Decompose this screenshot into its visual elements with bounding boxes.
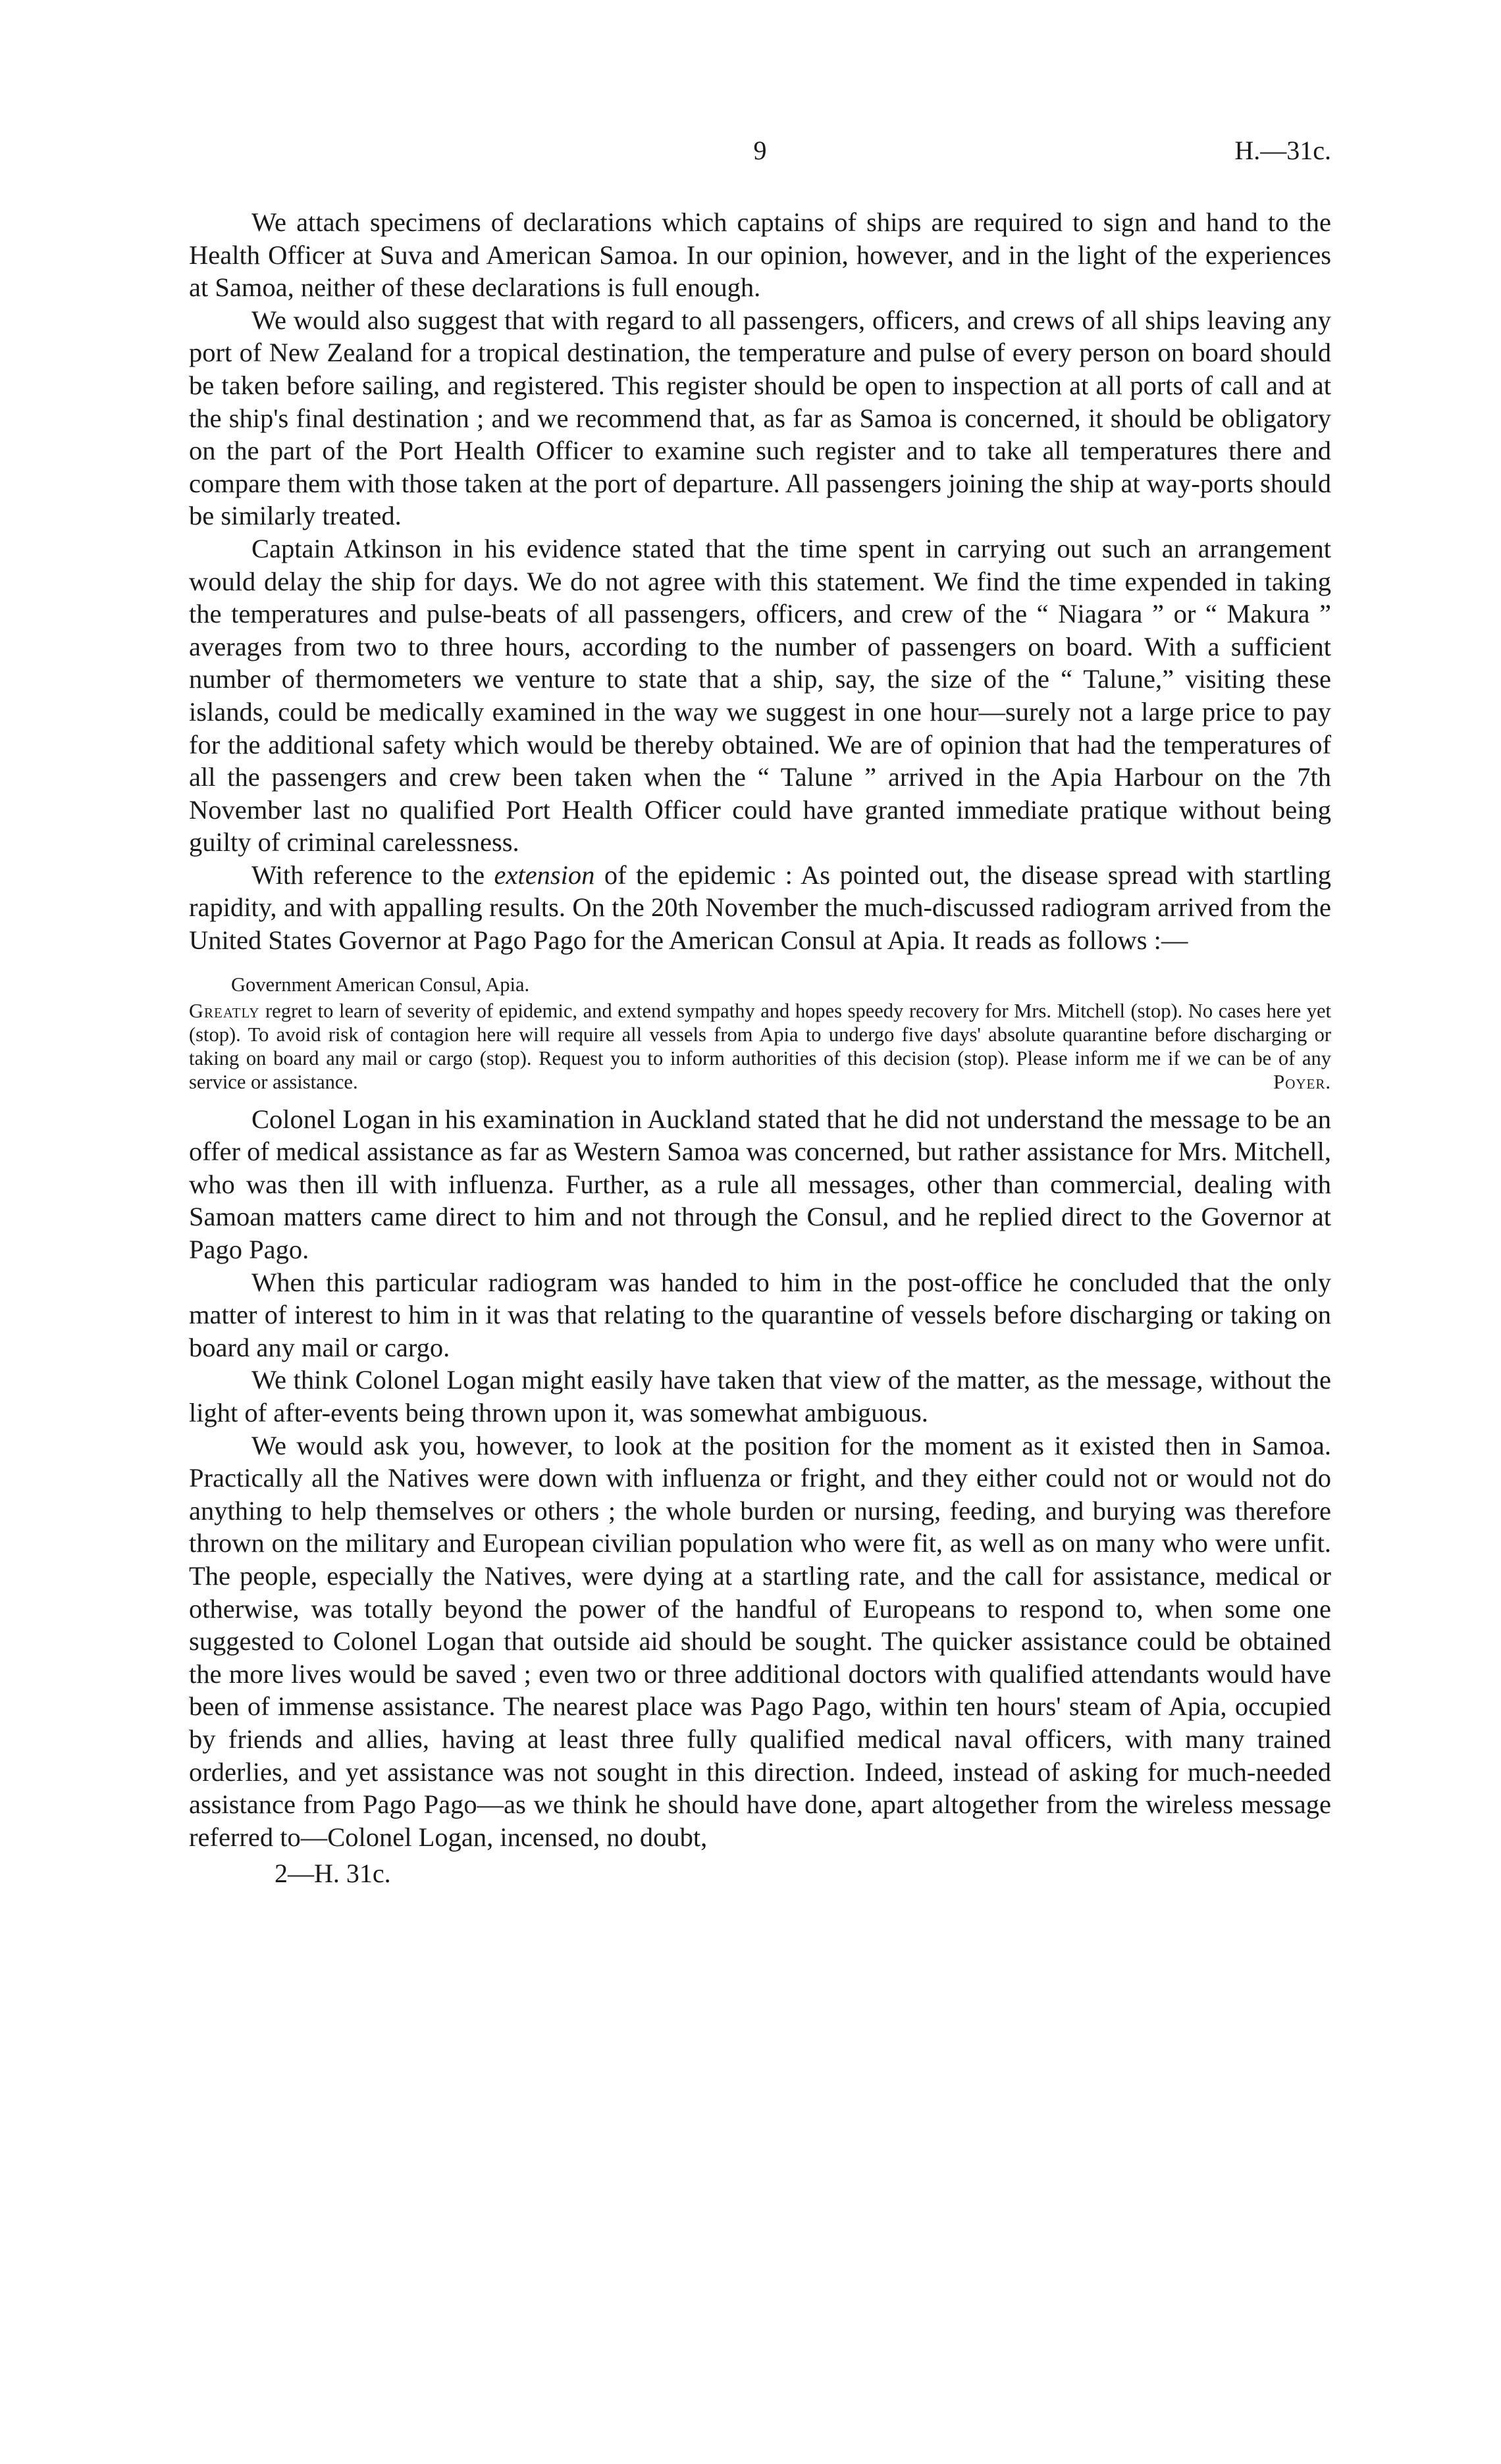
document-reference: H.—31c. <box>1234 136 1331 165</box>
radiogram-body <box>189 999 1331 1094</box>
paragraph-atkinson-evidence: Captain Atkinson in his evidence stated that the time spent in carrying out such an arrangement would delay the ship for days. We do not agree with this statement. We find the time expended in taking the temperatures and pulse-beats of all passengers, officers, and crew of the “ Niagara ” or “ Makura ” averages from two to three hours, according to the number of passengers on board. With a sufficient number of thermometers we venture to state that a ship, say, the size of the “ Talune,” visiting these islands, could be medically examined in the way we suggest in one hour—surely not a large price to pay for the additional safety which would be thereby obtained. We are of opinion that had the temperatures of all the passengers and crew been taken when the “ Talune ” arrived in the Apia Harbour on the 7th November last no qualified Port Health Officer could have granted immediate pratique without being guilty of criminal carelessness. <box>189 533 1331 858</box>
extension-emphasis: extension <box>494 860 595 890</box>
paragraph-temperature-register: We would also suggest that with regard to all passengers, officers, and crews of all ships leaving any port of New Zealand for a tropical destination, the temperature and pulse of every person on board should be taken before sailing, and registered. This register should be open to inspection at all ports of call and at the ship's final destination ; and we recommend that, as far as Samoa is concerned, it should be obligatory on the part of the Port Health Officer to examine such register and to take all temperatures there and compare them with those taken at the port of departure. All passengers joining the ship at way-ports should be similarly treated. <box>189 305 1331 531</box>
paragraph-declarations: We attach specimens of declarations which captains of ships are required to sign and hand to the Health Officer at Suva and American Samoa. In our opinion, however, and in the light of the experiences at Samoa, neither of these declarations is full enough. <box>189 207 1331 303</box>
radiogram-first-word: Greatly <box>189 999 260 1022</box>
radiogram-text: regret to learn of severity of epidemic, and extend sympathy and hopes speedy recovery for Mrs. Mitchell (stop). No cases here yet (stop). To avoid risk of contagion here will require all vessels from Apia to undergo five days' absolute quarantine before discharging or taking on board any mail or cargo (stop). Request you to inform authorities of this decision (stop). Please inform me if we can be of any service or assistance. <box>189 999 1331 1093</box>
paragraph-position-samoa: We would ask you, however, to look at the position for the moment as it existed then in Samoa. Practically all the Natives were down with influenza or fright, and they either could not or would not do anything to help themselves or others ; the whole burden or nursing, feeding, and burying was therefore thrown on the military and European civilian population who were fit, as well as on many who were unfit. The people, especially the Natives, were dying at a startling rate, and the call for assistance, medical or otherwise, was totally beyond the power of the handful of Europeans to respond to, when some one suggested to Colonel Logan that outside aid should be sought. The quicker assistance could be obtained the more lives would be saved ; even two or three additional doctors with qualified attendants would have been of immense assistance. The nearest place was Pago Pago, within ten hours' steam of Apia, occupied by friends and allies, having at least three fully qualified medical naval officers, with many trained orderlies, and yet assistance was not sought in this direction. Indeed, instead of asking for much-needed assistance from Pago Pago—as we think he should have done, apart altogether from the wireless message referred to—Colonel Logan, incensed, no doubt, <box>189 1430 1331 1852</box>
radiogram-signature: Poyer. <box>1273 1070 1331 1093</box>
signature-mark: 2—H. 31c. <box>275 1859 391 1889</box>
paragraph-extension <box>189 859 1331 957</box>
radiogram-quote <box>189 973 1331 1094</box>
page-header <box>189 135 1331 174</box>
paragraph-logan-examination: Colonel Logan in his examination in Auckland stated that he did not understand the message to be an offer of medical assistance as far as Western Samoa was concerned, but rather assistance for Mrs. Mitchell, who was then ill with influenza. Further, as a rule all messages, other than commercial, dealing with Samoan matters came direct to him and not through the Consul, and he replied direct to the Governor at Pago Pago. <box>189 1104 1331 1265</box>
page-number: 9 <box>753 136 767 165</box>
extension-lead: With reference to the <box>251 860 494 890</box>
paragraph-ambiguous: We think Colonel Logan might easily have taken that view of the matter, as the message, without the light of after-events being thrown upon it, was somewhat ambiguous. <box>189 1365 1331 1427</box>
paragraph-radiogram-handed: When this particular radiogram was handed to him in the post-office he concluded that the only matter of interest to him in it was that relating to the quarantine of vessels before discharging or taking on board any mail or cargo. <box>189 1267 1331 1362</box>
body-text <box>189 206 1331 1853</box>
radiogram-addressee: Government American Consul, Apia. <box>231 973 530 996</box>
document-page <box>189 135 1331 1890</box>
extension-rest: of the epidemic : As pointed out, the disease spread with startling rapidity, and with appalling results. On the 20th November the much-discussed radiogram arrived from the United States Governor at Pago Pago for the American Consul at Apia. It reads as follows :— <box>189 860 1331 956</box>
